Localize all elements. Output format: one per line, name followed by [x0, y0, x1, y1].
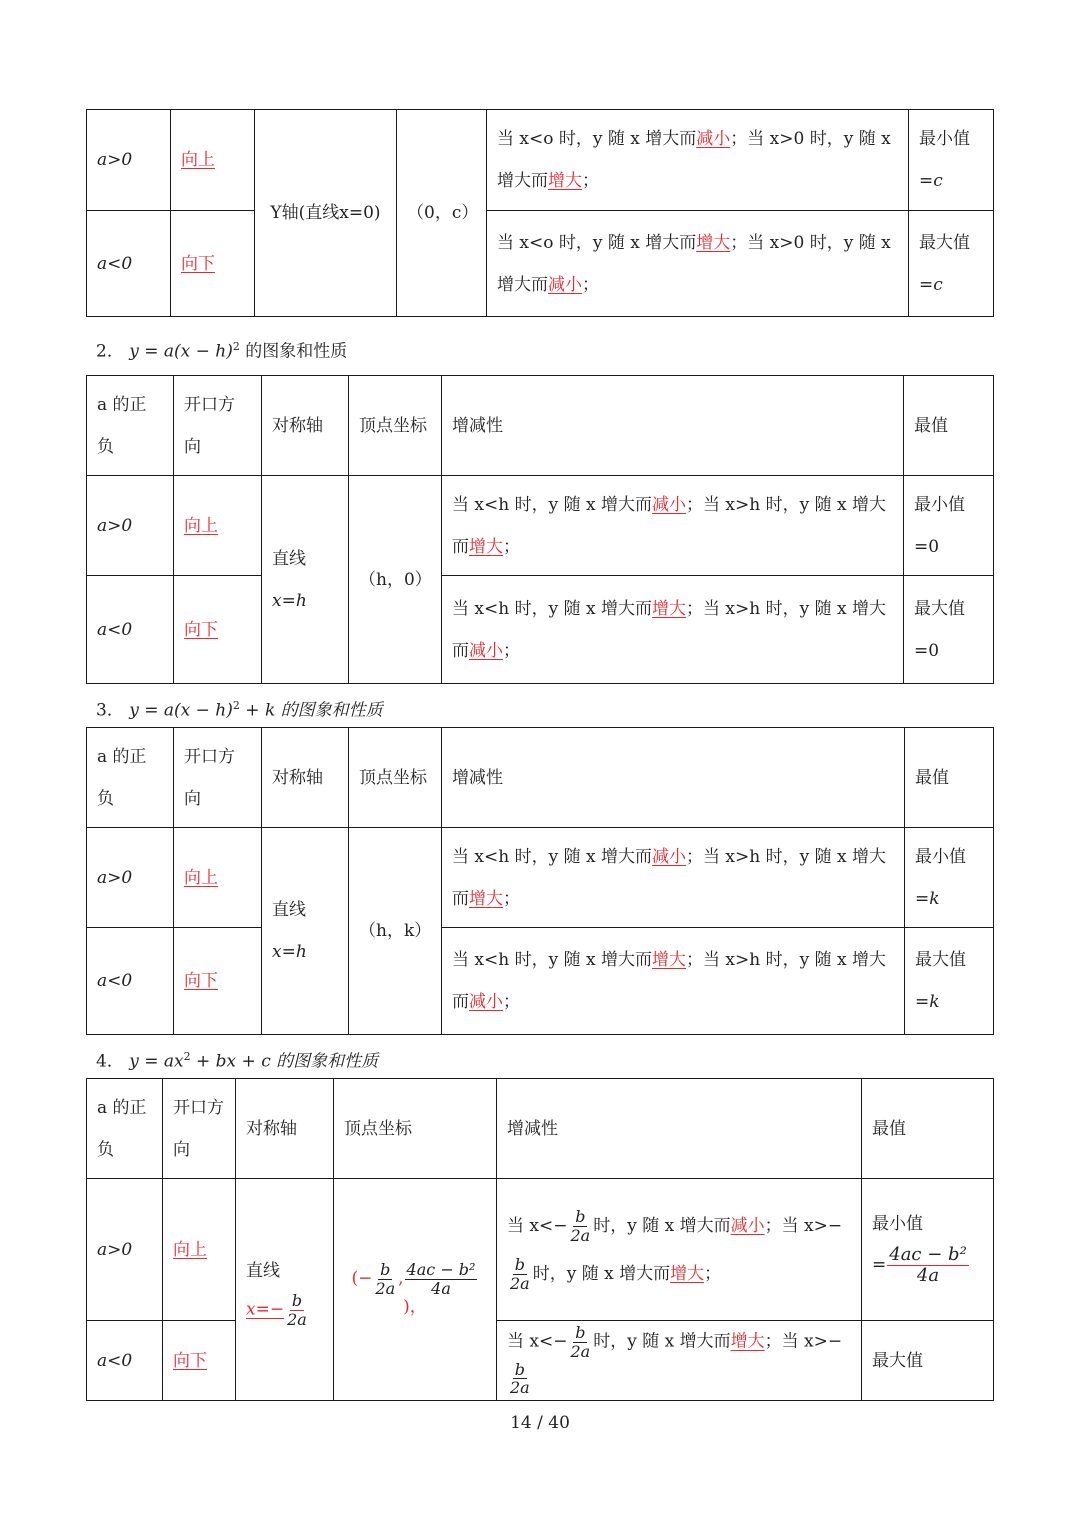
- t1-row2-inc: 当 x<o 时，y 随 x 增大而增大；当 x>0 时，y 随 x 增大而减小；: [487, 211, 909, 317]
- t2-header-axis: 对称轴: [262, 376, 349, 476]
- t4-row2-open: 向下: [163, 1321, 236, 1401]
- t4-header-vertex: 顶点坐标: [334, 1079, 497, 1179]
- t3-header-inc: 增减性: [442, 728, 905, 828]
- t3-header-open: 开口方向: [174, 728, 262, 828]
- t2-row2-max: 最大值 =0: [904, 576, 994, 684]
- t3-row1-a: a>0: [87, 828, 174, 928]
- t4-vertex: (− $\frac{b}{2a}$ , $\frac{\text{4ac − b²}}{4a}$ )，: [334, 1179, 497, 1401]
- t1-row1-max: 最小值 =c: [909, 110, 994, 211]
- t3-header-max: 最值: [905, 728, 994, 828]
- t2-header-a: a 的正负: [87, 376, 174, 476]
- t4-row2-inc: 当 x<− $\frac{b}{2a}$ 时，y 随 x 增大而增大；当 x>− $\frac{b}{2a}$: [497, 1321, 862, 1401]
- t4-header-inc: 增减性: [497, 1079, 862, 1179]
- section-4-heading: 4． $y = ax^2$ + bx + c 的图象和性质: [96, 1050, 379, 1072]
- t1-row1-inc: 当 x<o 时，y 随 x 增大而减小；当 x>0 时，y 随 x 增大而增大；: [487, 110, 909, 211]
- t4-axis: 直线 x=− $\frac{b}{2a}$: [236, 1179, 334, 1401]
- t4-row1-a: a>0: [87, 1179, 163, 1321]
- t3-row2-a: a<0: [87, 928, 174, 1035]
- t4-row1-open: 向上: [163, 1179, 236, 1321]
- t4-header-a: a 的正负: [87, 1079, 163, 1179]
- section-3-heading: 3． $y = a(x - h)^2 + k$ 的图象和性质: [96, 699, 383, 721]
- t1-row2-open: 向下: [171, 211, 255, 317]
- t2-row2-a: a<0: [87, 576, 174, 684]
- t2-row1-a: a>0: [87, 476, 174, 576]
- table-4: [86, 1078, 994, 1401]
- t3-header-vertex: 顶点坐标: [349, 728, 442, 828]
- t3-header-a: a 的正负: [87, 728, 174, 828]
- t1-axis: Y轴(直线x=0): [255, 110, 397, 317]
- t2-header-open: 开口方向: [174, 376, 262, 476]
- t2-header-vertex: 顶点坐标: [349, 376, 442, 476]
- t2-vertex: （h，0）: [349, 476, 442, 684]
- t2-row1-inc: 当 x<h 时，y 随 x 增大而减小；当 x>h 时，y 随 x 增大而增大；: [442, 476, 904, 576]
- t4-header-max: 最值: [862, 1079, 994, 1179]
- t2-axis: 直线 x=h: [262, 476, 349, 684]
- t4-row1-max: 最小值 = $\frac{\text{4ac − b²}}{4a}$: [862, 1179, 994, 1321]
- t2-row1-max: 最小值 =0: [904, 476, 994, 576]
- t2-row2-open: 向下: [174, 576, 262, 684]
- t1-vertex: （0，c）: [397, 110, 487, 317]
- t3-row2-open: 向下: [174, 928, 262, 1035]
- t4-row2-a: a<0: [87, 1321, 163, 1401]
- t2-header-inc: 增减性: [442, 376, 904, 476]
- table-3: [86, 727, 994, 1035]
- t3-row2-max: 最大值 =k: [905, 928, 994, 1035]
- t3-row2-inc: 当 x<h 时，y 随 x 增大而增大；当 x>h 时，y 随 x 增大而减小；: [442, 928, 905, 1035]
- page-number: 14 / 40: [510, 1413, 570, 1433]
- t1-row2-max: 最大值 =c: [909, 211, 994, 317]
- table-1: [86, 109, 994, 317]
- t3-vertex: （h，k）: [349, 828, 442, 1035]
- t2-row1-open: 向上: [174, 476, 262, 576]
- t2-header-max: 最值: [904, 376, 994, 476]
- t3-axis: 直线 x=h: [262, 828, 349, 1035]
- t4-row2-max: 最大值: [862, 1321, 994, 1401]
- t3-header-axis: 对称轴: [262, 728, 349, 828]
- t1-row2-a: a<0: [87, 211, 171, 317]
- section-2-heading: 2． $y = a(x - h)^2$ 的图象和性质: [96, 340, 348, 362]
- t4-row1-inc: 当 x<− $\frac{b}{2a}$ 时，y 随 x 增大而减小；当 x>− $\frac{b}{2a}$ 时，y 随 x 增大而增大；: [497, 1179, 862, 1321]
- table-2: [86, 375, 994, 684]
- t3-row1-open: 向上: [174, 828, 262, 928]
- t4-header-open: 开口方向: [163, 1079, 236, 1179]
- t2-row2-inc: 当 x<h 时，y 随 x 增大而增大；当 x>h 时，y 随 x 增大而减小；: [442, 576, 904, 684]
- t1-row1-a: a>0: [87, 110, 171, 211]
- t1-row1-open: 向上: [171, 110, 255, 211]
- t3-row1-inc: 当 x<h 时，y 随 x 增大而减小；当 x>h 时，y 随 x 增大而增大；: [442, 828, 905, 928]
- t3-row1-max: 最小值 =k: [905, 828, 994, 928]
- t4-header-axis: 对称轴: [236, 1079, 334, 1179]
